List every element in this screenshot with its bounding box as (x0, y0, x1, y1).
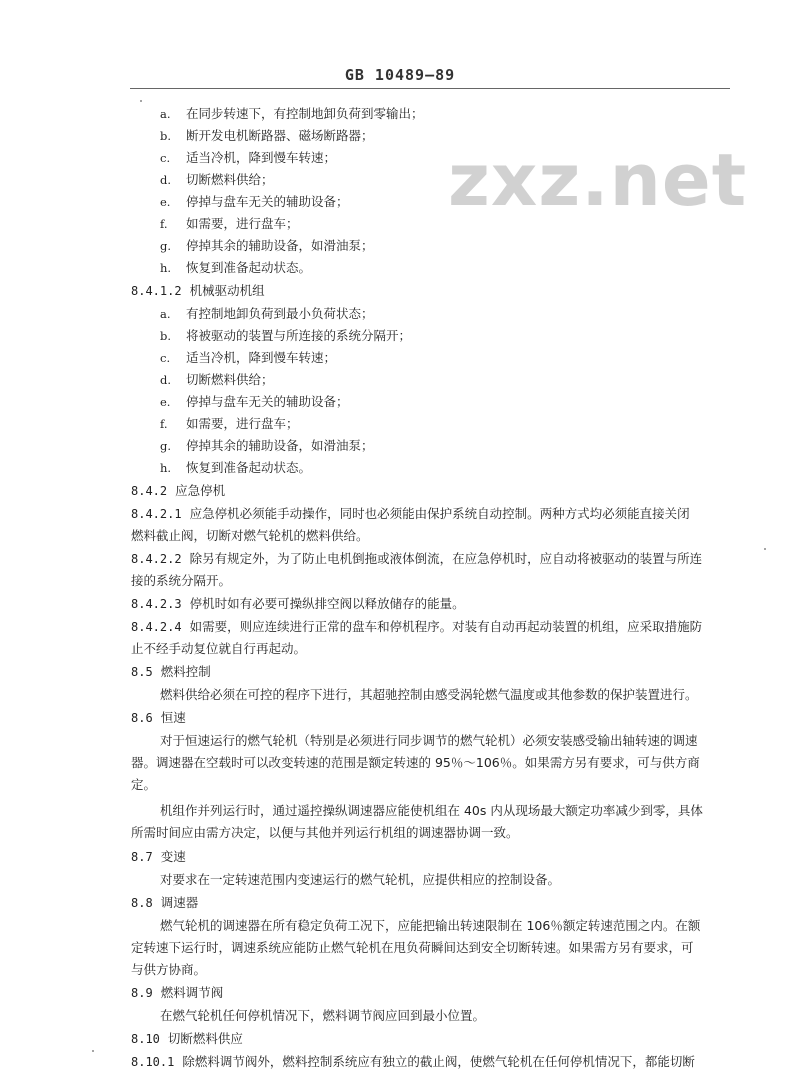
list-item: f. 如需要，进行盘车； (160, 416, 299, 431)
list-item: e. 停掉与盘车无关的辅助设备； (160, 194, 349, 209)
section-heading-8-4-2: 8.4.2 应急停机 (131, 483, 226, 498)
list-item: d. 切断燃料供给； (160, 372, 274, 387)
list-item: b. 断开发电机断路器、磁场断路器； (160, 128, 374, 143)
paragraph-line: 与供方协商。 (131, 962, 207, 977)
section-heading-8-8: 8.8 调速器 (131, 895, 199, 910)
paragraph-line: 在燃气轮机任何停机情况下，燃料调节阀应回到最小位置。 (160, 1008, 486, 1023)
header-rule (130, 88, 730, 89)
list-item: e. 停掉与盘车无关的辅助设备； (160, 394, 349, 409)
list-item: g. 停掉其余的辅助设备，如滑油泵； (160, 238, 374, 253)
section-heading-8-6: 8.6 恒速 (131, 710, 186, 725)
standard-code-header: GB 10489—89 (344, 66, 456, 84)
list-item: g. 停掉其余的辅助设备，如滑油泵； (160, 438, 374, 453)
scan-speck (92, 1050, 94, 1052)
paragraph-line: 燃气轮机的调速器在所有稳定负荷工况下，应能把输出转速限制在 106％额定转速范围之内。在额 (160, 918, 701, 933)
list-item: a. 有控制地卸负荷到最小负荷状态； (160, 306, 374, 321)
paragraph-line: 器。调速器在空载时可以改变转速的范围是额定转速的 95％～106％。如果需方另有要求，可与供方商 (131, 755, 700, 770)
paragraph-line: 定转速下运行时，调速系统应能防止燃气轮机在甩负荷瞬间达到安全切断转速。如果需方另有要求，可 (131, 940, 694, 955)
scan-speck (764, 548, 766, 550)
watermark: zxz.net (448, 138, 748, 222)
list-item: c. 适当冷机，降到慢车转速； (160, 150, 337, 165)
list-item: f. 如需要，进行盘车； (160, 216, 299, 231)
section-heading-8-5: 8.5 燃料控制 (131, 664, 211, 679)
list-item: c. 适当冷机，降到慢车转速； (160, 350, 337, 365)
paragraph-line: 对于恒速运行的燃气轮机（特别是必须进行同步调节的燃气轮机）必须安装感受输出轴转速的调速 (160, 733, 698, 748)
list-item: a. 在同步转速下，有控制地卸负荷到零输出； (160, 106, 424, 121)
section-heading-8-4-1-2: 8.4.1.2 机械驱动机组 (131, 283, 265, 298)
list-item: h. 恢复到准备起动状态。 (160, 460, 312, 475)
list-item: b. 将被驱动的装置与所连接的系统分隔开； (160, 328, 412, 343)
list-item: h. 恢复到准备起动状态。 (160, 260, 312, 275)
paragraph-8-4-2-4: 8.4.2.4 如需要，则应连续进行正常的盘车和停机程序。对装有自动再起动装置的机组，应采取措施防 (131, 619, 703, 634)
paragraph-8-4-2-2: 8.4.2.2 除另有规定外，为了防止电机倒拖或液体倒流，在应急停机时，应自动将被驱动的装置与所连 (131, 551, 703, 566)
list-item: d. 切断燃料供给； (160, 172, 274, 187)
paragraph-line: 所需时间应由需方决定，以便与其他并列运行机组的调速器协调一致。 (131, 825, 519, 840)
paragraph-line: 燃料截止阀，切断对燃气轮机的燃料供给。 (131, 528, 369, 543)
section-heading-8-9: 8.9 燃料调节阀 (131, 985, 224, 1000)
paragraph-8-4-2-3: 8.4.2.3 停机时如有必要可操纵排空阀以释放储存的能量。 (131, 596, 465, 611)
paragraph-line: 止不经手动复位就自行再起动。 (131, 641, 307, 656)
scan-speck (140, 100, 142, 102)
paragraph-8-10-1: 8.10.1 除燃料调节阀外，燃料控制系统应有独立的截止阀，使燃气轮机在任何停机情况下，都能切断 (131, 1054, 695, 1069)
paragraph-line: 机组作并列运行时，通过遥控操纵调速器应能使机组在 40s 内从现场最大额定功率减少到零，具体 (160, 803, 703, 818)
paragraph-8-4-2-1: 8.4.2.1 应急停机必须能手动操作，同时也必须能由保护系统自动控制。两种方式均必须能直接关闭 (131, 506, 690, 521)
paragraph-line: 燃料供给必须在可控的程序下进行，其超驰控制由感受涡轮燃气温度或其他参数的保护装置进行。 (160, 687, 698, 702)
paragraph-line: 定。 (131, 777, 157, 792)
section-heading-8-10: 8.10 切断燃料供应 (131, 1031, 243, 1046)
paragraph-line: 接的系统分隔开。 (131, 573, 232, 588)
paragraph-line: 对要求在一定转速范围内变速运行的燃气轮机，应提供相应的控制设备。 (160, 872, 561, 887)
section-heading-8-7: 8.7 变速 (131, 849, 186, 864)
